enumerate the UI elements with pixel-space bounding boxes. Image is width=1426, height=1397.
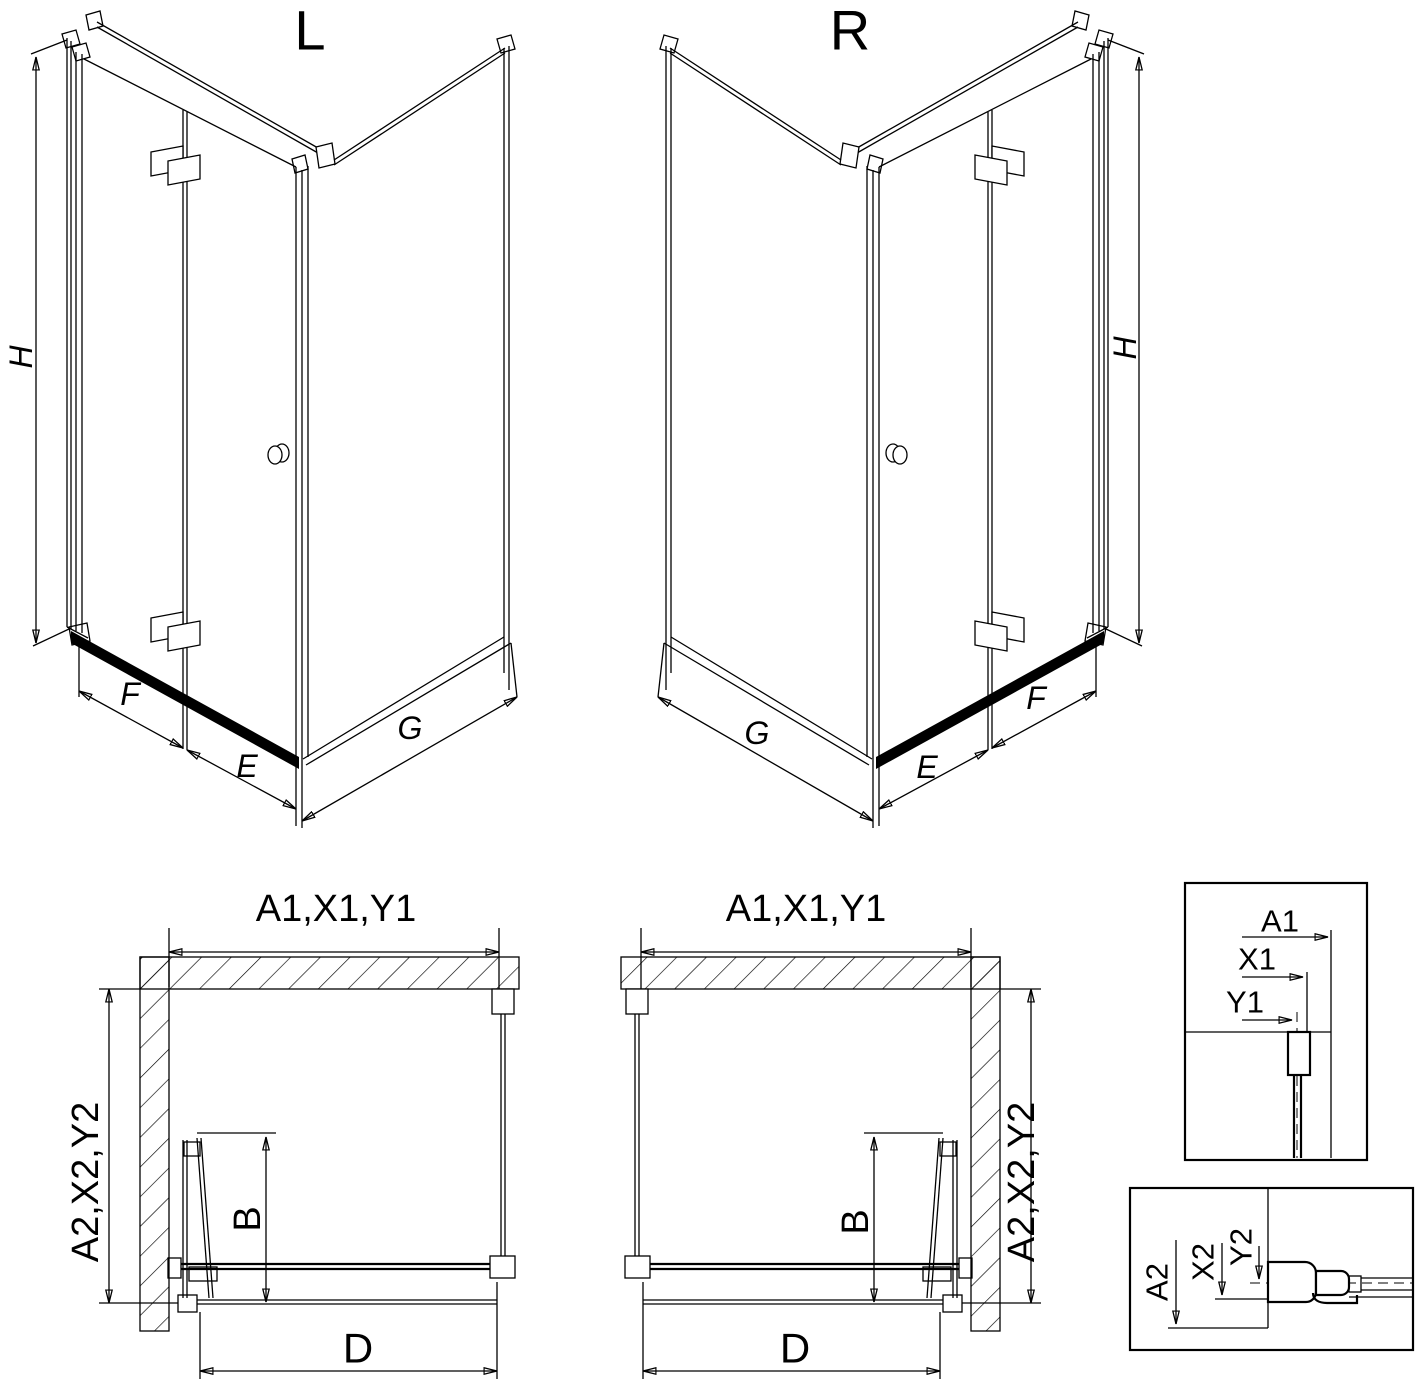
plan-right-d-label: D (779, 1324, 811, 1372)
plan-view-right (621, 888, 1043, 1379)
dim-label-fold-right: F (1026, 680, 1046, 716)
dim-label-height-left: H (3, 345, 39, 369)
plan-left-d-label: D (342, 1324, 374, 1372)
detail-width-profile (1185, 883, 1367, 1160)
dim-label-fold-left: F (120, 676, 140, 712)
plan-right-b-label: B (835, 1209, 877, 1235)
plan-right-width-label: A1,X1,Y1 (725, 888, 887, 930)
iso-view-right (658, 0, 1144, 828)
enclosure-drawing-left (31, 11, 517, 828)
dim-label-height-right: H (1107, 336, 1143, 360)
plan-left-b-label: B (227, 1206, 269, 1232)
detail-depth-profile (1130, 1188, 1413, 1350)
dim-label-door-right: E (916, 749, 938, 785)
detail-a2-label: A2 (1139, 1263, 1175, 1301)
detail-a1-label: A1 (1261, 903, 1299, 939)
plan-right-depth-label: A2,X2,Y2 (1001, 1101, 1043, 1263)
detail-x2-label: X2 (1185, 1243, 1221, 1281)
wall-hatch-top-right-plan (621, 957, 1000, 989)
enclosure-drawing-right (658, 11, 1144, 828)
detail-y1-label: Y1 (1226, 984, 1264, 1020)
variant-label-right: R (829, 0, 871, 62)
detail-x1-label: X1 (1238, 941, 1276, 977)
dim-label-door-left: E (236, 748, 258, 784)
plan-view-left (65, 888, 519, 1379)
wall-hatch-side-left-plan (140, 957, 169, 1331)
wall-hatch-top-left-plan (140, 957, 519, 989)
iso-view-left (3, 0, 517, 828)
dim-label-side-left: G (397, 710, 423, 746)
detail-y2-label: Y2 (1223, 1228, 1259, 1266)
dim-label-side-right: G (744, 715, 770, 751)
wall-hatch-side-right-plan (971, 957, 1000, 1331)
variant-label-left: L (294, 0, 326, 62)
plan-left-width-label: A1,X1,Y1 (255, 888, 417, 930)
plan-left-depth-label: A2,X2,Y2 (65, 1101, 107, 1263)
